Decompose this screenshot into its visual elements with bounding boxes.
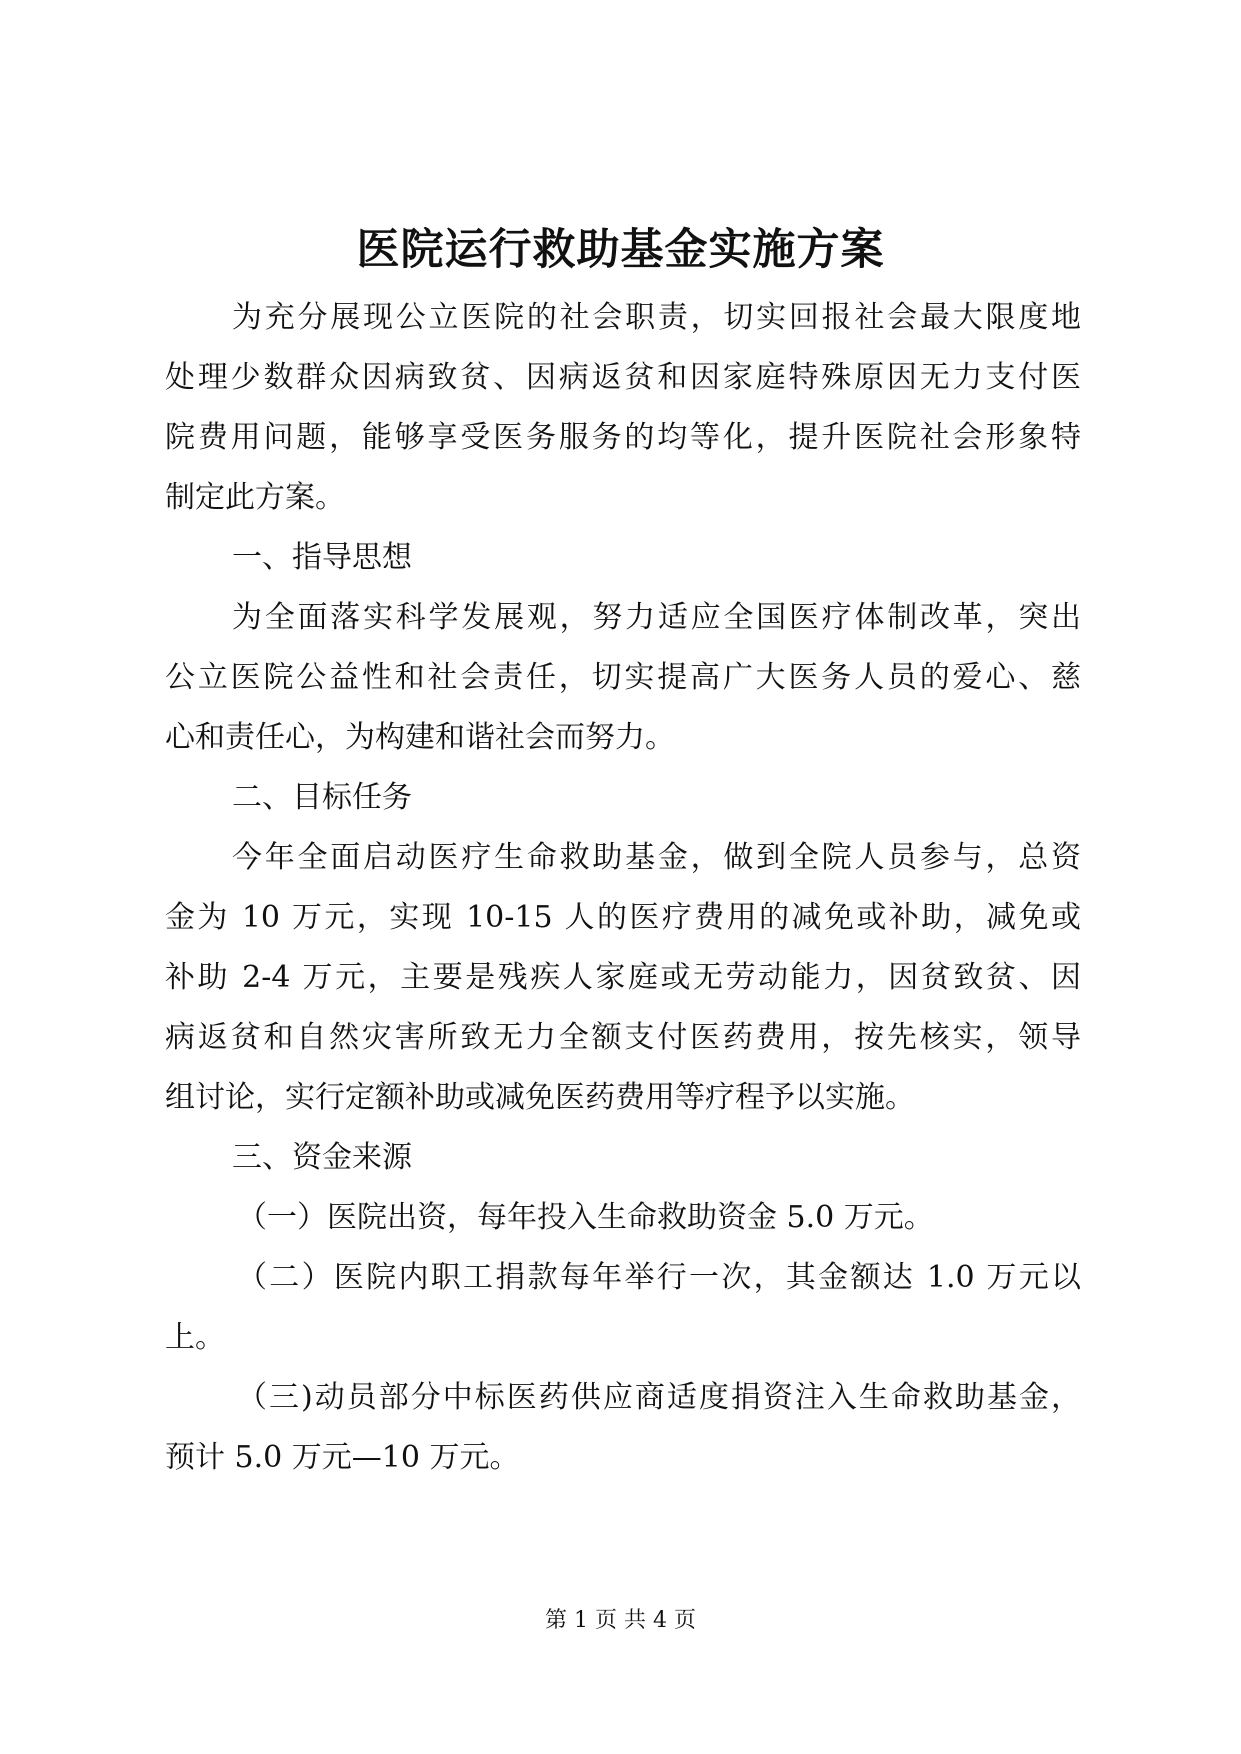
text-line: 处理少数群众因病致贫、因病返贫和因家庭特殊原因无力支付医 <box>165 360 1081 395</box>
paragraph-guiding-ideology <box>165 588 1081 768</box>
section-heading: 三、资金来源 <box>232 1140 412 1175</box>
text-line: 组讨论，实行定额补助或减免医药费用等疗程予以实施。 <box>165 1080 915 1115</box>
page-footer: 第 1 页 共 4 页 <box>545 1608 696 1633</box>
text-line: 病返贫和自然灾害所致无力全额支付医药费用，按先核实，领导 <box>165 1020 1081 1055</box>
text-line: 上。 <box>165 1320 225 1355</box>
document-body <box>165 288 1081 1488</box>
funding-item-1 <box>165 1188 1081 1248</box>
funding-item-3 <box>165 1368 1081 1488</box>
paragraph-intro <box>165 288 1081 528</box>
text-line: 制定此方案。 <box>165 480 345 515</box>
section-heading-goals <box>165 768 1081 828</box>
paragraph-goals <box>165 828 1081 1128</box>
text-line: 院费用问题，能够享受医务服务的均等化，提升医院社会形象特 <box>165 420 1081 455</box>
section-heading: 一、指导思想 <box>232 540 412 575</box>
text-line: （三)动员部分中标医药供应商适度捐资注入生命救助基金， <box>237 1380 1081 1415</box>
text-line: 补助 2-4 万元，主要是残疾人家庭或无劳动能力，因贫致贫、因 <box>165 960 1081 995</box>
section-heading-guiding-ideology <box>165 528 1081 588</box>
text-line: 今年全面启动医疗生命救助基金，做到全院人员参与，总资 <box>232 840 1081 875</box>
text-line: 心和责任心，为构建和谐社会而努力。 <box>165 720 675 755</box>
section-heading: 二、目标任务 <box>232 780 412 815</box>
text-line: 为充分展现公立医院的社会职责，切实回报社会最大限度地 <box>232 300 1081 335</box>
text-line: 金为 10 万元，实现 10-15 人的医疗费用的减免或补助，减免或 <box>165 900 1081 935</box>
section-heading-funding <box>165 1128 1081 1188</box>
text-line: 预计 5.0 万元—10 万元。 <box>165 1440 520 1475</box>
document-title: 医院运行救助基金实施方案 <box>356 225 885 275</box>
text-line: （一）医院出资，每年投入生命救助资金 5.0 万元。 <box>237 1200 934 1235</box>
funding-item-2 <box>165 1248 1081 1368</box>
text-line: 为全面落实科学发展观，努力适应全国医疗体制改革，突出 <box>232 600 1081 635</box>
text-line: （二）医院内职工捐款每年举行一次，其金额达 1.0 万元以 <box>237 1260 1081 1295</box>
text-line: 公立医院公益性和社会责任，切实提高广大医务人员的爱心、慈 <box>165 660 1081 695</box>
